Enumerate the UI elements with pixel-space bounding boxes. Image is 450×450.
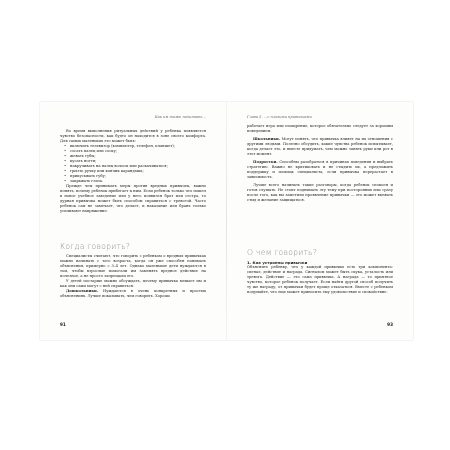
right-paragraph-2-text: Могут понять, что привычка влияет на их отношения с другими людьми. Полезно обсудить, какие чувства ребенок испытывает, когда делает это, и вместе придумать, чем можно занять руки или рот в этот момент.: [247, 137, 393, 156]
subheading-how-habits-work: 1. Как устроены привычки: [247, 260, 308, 265]
habit-list-item: • грызть ручку или кончик карандаша;: [60, 169, 206, 174]
left-paragraph-3: Специалисты считают, что говорить с ребенком о вредных привычках можно начинать с того возраста, когда он уже способен понимать объяснения, примерно с 3–4 лет. Однако маленькие дети нуждаются в том, чтобы взрослые помогали им заменять вредное действие на полезное, а не просто запрещали его.: [60, 254, 206, 278]
left-paragraph-5: [60, 289, 206, 299]
habit-list-item: • сосать палец или соску;: [60, 149, 206, 154]
left-page-number: 91: [60, 322, 66, 327]
habit-list-item: • включить телевизор (компьютер, телефон, планшет);: [60, 144, 206, 149]
habit-list-item: • жевать губы;: [60, 154, 206, 159]
habit-list-item: • прикусывать губу;: [60, 174, 206, 179]
right-paragraph-3-text: Способны разобраться в причинах поведения и выбрать стратегию. Важно не критиковать и не стыдить их, а предложить поддержку и помощь специалиста, если привычка перерастает в зависимость.: [247, 160, 393, 179]
right-section: [247, 248, 393, 295]
left-page: [40, 102, 226, 340]
term-teenagers: Подростки.: [253, 160, 278, 164]
section-heading-when: Когда говорить?: [60, 242, 131, 251]
left-paragraph-4: У детей постарше можно обсуждать, почему привычка мешает им и как они сами могут с ней справиться.: [60, 279, 206, 288]
habit-list-item: • кусать ногти;: [60, 159, 206, 164]
habit-list-item: • закрывать глаза.: [60, 179, 206, 184]
section-heading-what: О чем говорить?: [247, 248, 318, 257]
left-page-body: [60, 129, 206, 214]
right-page-body: [247, 124, 393, 203]
habit-list: [60, 144, 206, 184]
term-schoolchildren: Школьники.: [253, 137, 281, 141]
right-paragraph-1: работает игра или поощрение, которое обязательно следует за хорошим поведением.: [247, 124, 393, 133]
book-spread: [40, 102, 413, 340]
right-paragraph-3: [247, 160, 393, 180]
habit-list-item: • накручивать на палец волосы или раскачиваться;: [60, 164, 206, 169]
left-section: [60, 242, 206, 299]
left-running-head: Как им тоже почитать…: [154, 115, 206, 119]
term-preschoolers: Дошкольники.: [66, 289, 99, 293]
right-running-head: Глава 5. …с плохими привычками: [247, 115, 312, 119]
left-intro-paragraph: Во время выполнения ритуальных действий у ребенка появляется чувство безопасности, как будто он находится в зоне своего комфорта. Для самых маленьких это может быть:: [60, 129, 206, 143]
right-page: [227, 102, 413, 340]
left-paragraph-2: Прежде чем принимать меры против вредных привычек, важно понять, почему ребенок прибегает к ним. Если ребенок только что пошел в новое учебное заведение или у него появился брат или сестра, то дурная привычка может быть способом справиться с тревогой. Часто ребенок сам не замечает, что делает, и наказание или брань только усиливают напряжение.: [60, 184, 206, 213]
right-page-number: 93: [387, 322, 393, 327]
right-paragraph-5: Объясните ребенку, что у каждой привычки есть три компонента: сигнал, действие и награда. Сигналом может быть скука, усталость или тревога. Действие — это сама привычка. А награда — то приятное чувство, которое ребенок получает. Если найти другой способ получить ту же награду, от привычки будет проще отказаться. Вместе с ребенком подумайте, что еще может приносить ему удовольствие и спокойствие.: [247, 265, 393, 294]
right-paragraph-4: Лучше всего начинать такие разговоры, когда ребенок спокоен и готов слушать. Не стоит поднимать эту тему при посторонних или сразу после того, как вы заметили проявление привычки — это может вызвать стыд и желание защищаться.: [247, 183, 393, 202]
left-paragraph-5-text: Нуждаются в очень конкретных и простых объяснениях. Лучше показывать, чем говорить. Хорошо: [60, 289, 206, 298]
right-paragraph-2: [247, 137, 393, 157]
